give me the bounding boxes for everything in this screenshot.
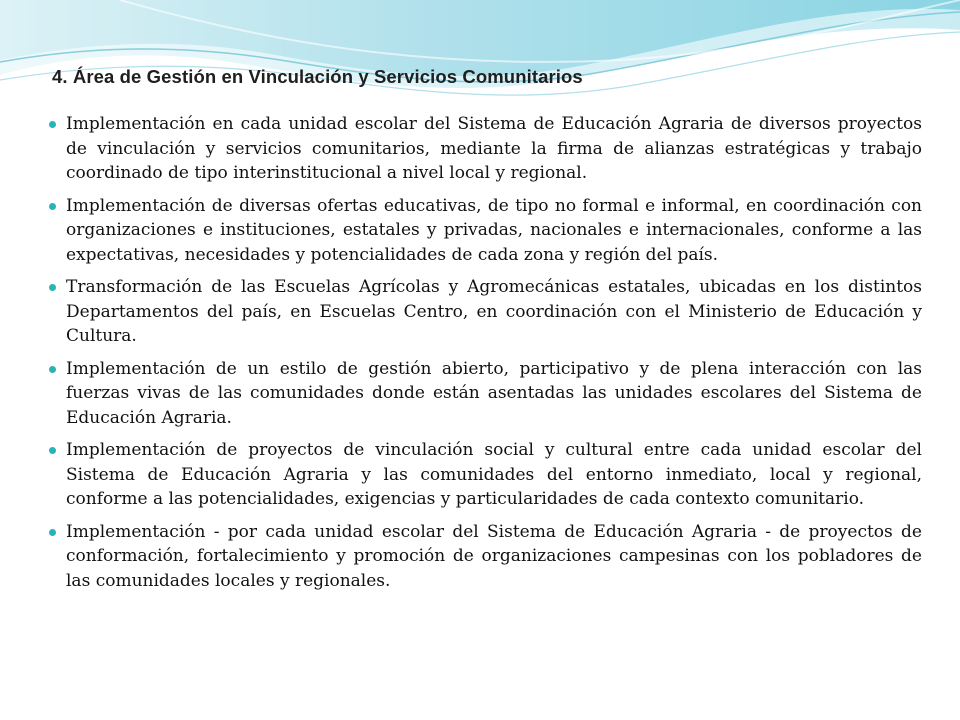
- bullet-item: [47, 357, 922, 431]
- bullet-item: [47, 275, 922, 349]
- bullet-dot-icon: [49, 529, 56, 536]
- bullet-text: Implementación de un estilo de gestión abierto, participativo y de plena interacción con las fuerzas vivas de las comunidades donde están asentadas las unidades escolares del Sistema de Educación Agraria.: [66, 358, 922, 428]
- bullet-text: Implementación de diversas ofertas educativas, de tipo no formal e informal, en coordinación con organizaciones e instituciones, estatales y privadas, nacionales e internacionales, conforme a las expectativas, necesidades y potencialidades de cada zona y región del país.: [66, 195, 922, 265]
- bullet-item: [47, 112, 922, 186]
- bullet-dot-icon: [49, 447, 56, 454]
- bullet-text: Implementación de proyectos de vinculación social y cultural entre cada unidad escolar del Sistema de Educación Agraria y las comunidades del entorno inmediato, local y regional, conforme a las potencialidades, exigencias y particularidades de cada contexto comunitario.: [66, 440, 922, 509]
- bullet-dot-icon: [49, 121, 56, 128]
- bullet-text: Transformación de las Escuelas Agrícolas y Agromecánicas estatales, ubicadas en los distintos Departamentos del país, en Escuelas Centro, en coordinación con el Ministerio de Educación y Cultura.: [66, 277, 922, 346]
- bullet-dot-icon: [49, 203, 56, 210]
- bullet-item: [47, 438, 922, 512]
- header-wave-decoration: [0, 0, 960, 130]
- bullet-dot-icon: [49, 366, 56, 373]
- slide-title: 4. Área de Gestión en Vinculación y Servicios Comunitarios: [52, 66, 583, 87]
- bullet-item: [47, 194, 922, 268]
- bullet-dot-icon: [49, 284, 56, 291]
- bullet-list: [47, 112, 922, 601]
- bullet-text: Implementación - por cada unidad escolar del Sistema de Educación Agraria - de proyectos de conformación, fortalecimiento y promoción de organizaciones campesinas con los pobladores de las comunidades locales y regionales.: [66, 521, 922, 591]
- bullet-item: [47, 520, 922, 594]
- bullet-text: Implementación en cada unidad escolar del Sistema de Educación Agraria de diversos proyectos de vinculación y servicios comunitarios, mediante la firma de alianzas estratégicas y trabajo coordinado de tipo interinstitucional a nivel local y regional.: [66, 114, 922, 183]
